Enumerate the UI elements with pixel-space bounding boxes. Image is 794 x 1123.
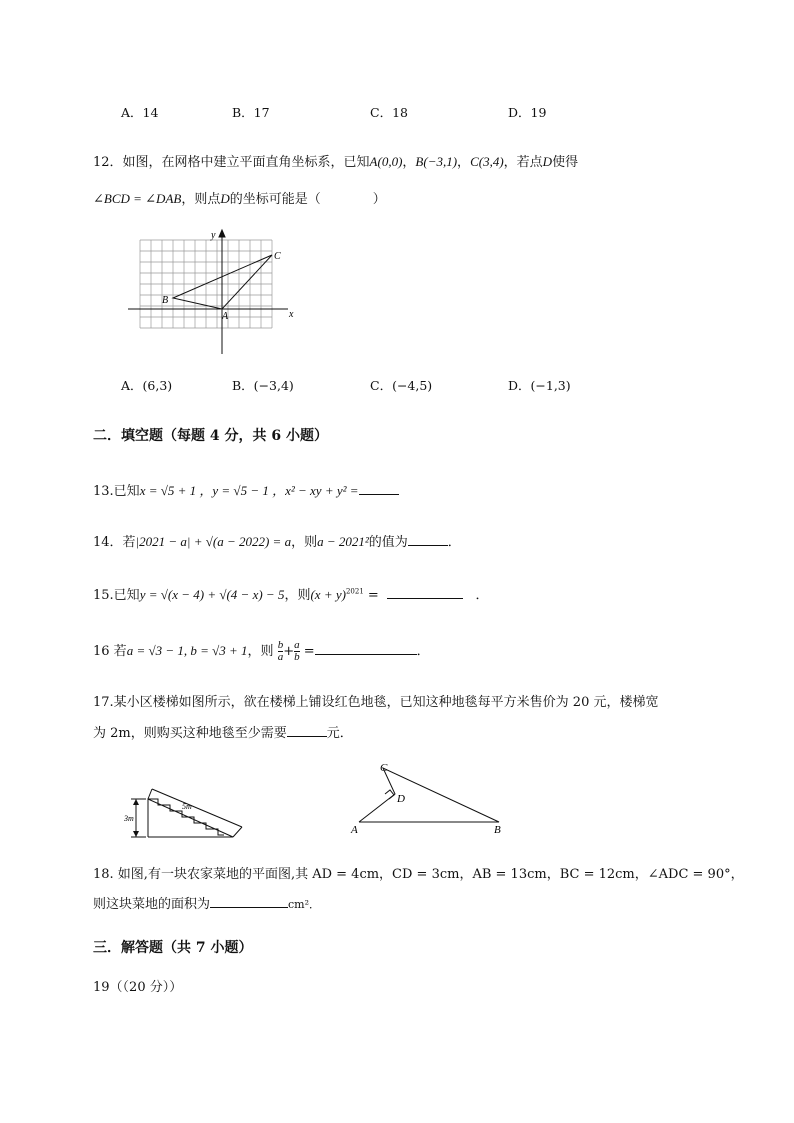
q14-expression-2: a − 2021² — [317, 534, 369, 549]
q14-answer-blank[interactable] — [408, 533, 448, 546]
q15-mid: ，则 — [284, 588, 311, 603]
q16-mid: ，则 — [247, 644, 274, 659]
q16-prefix: 16 若 — [93, 644, 127, 659]
q16-frac2-numerator: a — [294, 639, 300, 651]
q15-end: ． — [475, 588, 489, 603]
q16-plus: + — [283, 644, 295, 659]
stair-figure — [124, 785, 249, 841]
q12-grid-figure — [128, 228, 296, 356]
q12-point-a: A(0,0) — [369, 154, 403, 169]
q13-answer-blank[interactable] — [359, 482, 399, 495]
section-3-heading: 三．解答题（共 7 小题） — [93, 940, 253, 956]
q12-text: 12．如图，在网格中建立平面直角坐标系，已知 — [93, 155, 370, 170]
q12-option-c: C．(−4,5) — [370, 378, 433, 393]
q12-point-c: C(3,4) — [470, 154, 504, 169]
label-b: B — [162, 295, 169, 306]
q11-option-a: A．14 — [121, 105, 159, 120]
height-label: 3m — [124, 814, 134, 823]
q15-expression: y = √(x − 4) + √(4 − x) − 5 — [139, 587, 285, 602]
q16-frac1-numerator: b — [277, 639, 284, 651]
q12-condition: ∠BCD = ∠DAB — [93, 191, 182, 206]
q14-expression: |2021 − a| + √(a − 2022) = a — [135, 534, 292, 549]
q15-prefix: 15.已知 — [93, 588, 140, 603]
q16-expression: a = √3 − 1, b = √3 + 1 — [126, 643, 248, 658]
q12-option-b: B．(−3,4) — [232, 378, 294, 393]
label-b: B — [494, 824, 501, 836]
q18-line2 — [93, 893, 320, 912]
y-axis-label: y — [211, 230, 216, 241]
q12-text-c: 使得 — [552, 155, 579, 170]
height-arrow-down — [133, 831, 139, 837]
q16-frac2-denominator: b — [294, 651, 300, 663]
y-axis-arrow — [219, 230, 225, 237]
q11-option-d: D．19 — [508, 105, 547, 120]
q12-text-b: ，若点 — [503, 155, 543, 170]
q11-option-b: B．17 — [232, 105, 270, 120]
q15-answer-blank[interactable] — [387, 586, 463, 599]
q14-end: ． — [447, 535, 461, 550]
q19: 19（（20 分）） — [93, 980, 183, 995]
label-c: C — [380, 762, 388, 774]
q17-text: 为 2m，则购买这种地毯至少需要 — [93, 726, 287, 741]
q16 — [93, 640, 430, 670]
q18-line1: 18. 如图,有一块农家菜地的平面图,其 AD = 4cm，CD = 3cm，AB = 13cm，BC = 12cm，∠ADC = 90°， — [93, 867, 744, 882]
q18-text: 则这块菜地的面积为 — [93, 897, 211, 912]
quadrilateral-abcd — [359, 768, 499, 822]
label-c: C — [274, 251, 281, 262]
q13-expression: x = √5 + 1 ，y = √5 − 1 ，x² − xy + y² = — [139, 483, 359, 498]
q12-option-a: A．(6,3) — [121, 378, 173, 393]
q13 — [93, 480, 399, 499]
length-label: 5m — [182, 802, 192, 811]
q12-line1: 12．如图，在网格中建立平面直角坐标系，已知A(0,0)，B(−3,1)，C(3,4)，若点D使得 — [93, 154, 579, 170]
height-arrow-up — [133, 799, 139, 805]
q14-prefix: 14．若 — [93, 535, 136, 550]
q14-suffix: 的值为 — [368, 535, 408, 550]
x-axis-label: x — [289, 309, 294, 320]
q15-exponent: 2021 — [345, 587, 364, 596]
q11-option-c: C．18 — [370, 105, 408, 120]
q16-end: ． — [416, 644, 430, 659]
quadrilateral-figure — [345, 758, 510, 838]
q15 — [93, 584, 489, 603]
label-a: A — [351, 824, 358, 836]
q12-line2 — [93, 188, 386, 207]
q15-expression-2: (x + y) — [310, 587, 346, 602]
q12-option-d: D．(−1,3) — [508, 378, 571, 393]
q16-fraction-2 — [294, 640, 300, 663]
q15-equals: = — [367, 588, 379, 603]
q18-answer-blank[interactable] — [210, 895, 288, 908]
q17-line2 — [93, 722, 353, 741]
q16-equals: = — [303, 644, 315, 659]
q12-text-d: ，则点 — [181, 192, 221, 207]
label-a: A — [222, 311, 229, 322]
q12-point-d: D — [542, 154, 553, 169]
q17-line1: 17.某小区楼梯如图所示，欲在楼梯上铺设红色地毯，已知这种地毯每平方米售价为 20 元，楼梯宽 — [93, 695, 659, 710]
q14-mid: ，则 — [291, 535, 318, 550]
q16-answer-blank[interactable] — [315, 642, 417, 655]
q14 — [93, 531, 461, 550]
label-d: D — [397, 793, 405, 805]
q12-point-b: B(−3,1) — [415, 154, 458, 169]
q18-unit: cm²． — [288, 898, 321, 911]
q16-frac1-denominator: a — [277, 651, 284, 663]
section-2-heading: 二．填空题（每题 4 分，共 6 小题） — [93, 428, 328, 444]
q13-prefix: 13.已知 — [93, 484, 140, 499]
q17-answer-blank[interactable] — [287, 724, 327, 737]
q12-point-d2: D — [220, 191, 230, 206]
q17-text-end: 元． — [326, 726, 353, 741]
q12-text-e: 的坐标可能是（ ） — [229, 192, 386, 207]
